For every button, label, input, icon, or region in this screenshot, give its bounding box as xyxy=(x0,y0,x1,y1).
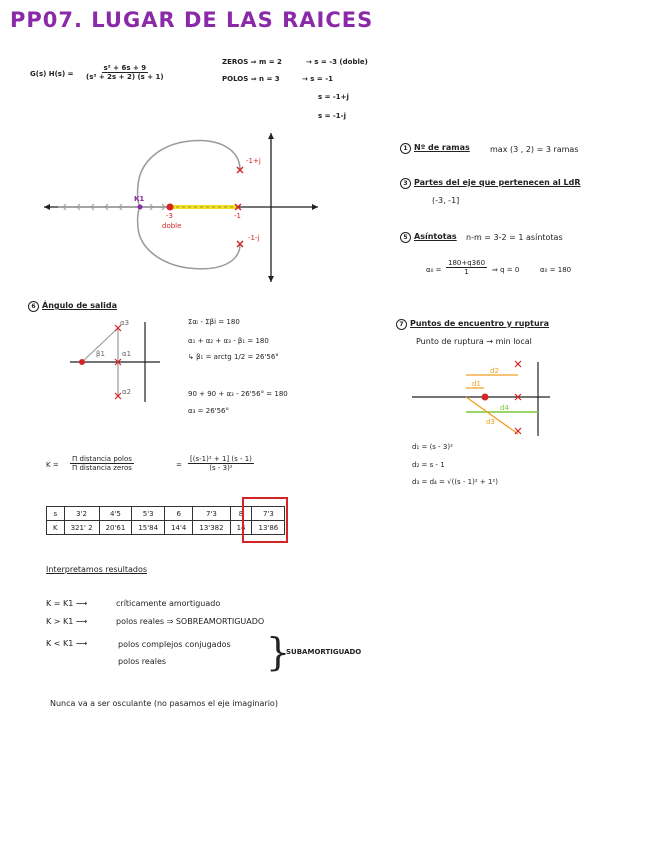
rule-number: 1 xyxy=(400,143,411,154)
rule-title: Asíntotas xyxy=(414,232,457,241)
alpha-label: α₀ = xyxy=(426,266,442,274)
table-cell: 13'382 xyxy=(193,521,230,535)
interpret-l3-a: polos complejos conjugados xyxy=(118,640,231,649)
table-cell: 20'61 xyxy=(99,521,132,535)
rupture-zero-marker xyxy=(482,394,489,401)
k-fraction-right xyxy=(188,455,254,472)
interpret-l3-left: K < K1 ⟶ xyxy=(46,639,88,648)
transfer-num: s² + 6s + 9 xyxy=(103,64,147,72)
highlight-box xyxy=(242,497,288,543)
alpha-fraction xyxy=(446,259,487,276)
interpret-l2-right: polos reales ⇒ SOBREAMORTIGUADO xyxy=(116,617,265,626)
k-frac-den: Π distancia zeros xyxy=(72,464,132,472)
table-cell: 7'3 xyxy=(252,507,285,521)
angle-label-a1: α1 xyxy=(122,350,132,358)
table-cell: 15'84 xyxy=(132,521,165,535)
k1-label: K1 xyxy=(134,195,145,203)
table-header: s xyxy=(47,507,65,521)
rule-number: 5 xyxy=(400,232,411,243)
zero-doble-label: doble xyxy=(162,222,182,230)
rupture-label-d1: d1 xyxy=(472,380,481,388)
rule-number: 6 xyxy=(28,301,39,312)
pole-label: -1 xyxy=(234,212,241,220)
zeros-label: ZEROS ⇒ m = 2 xyxy=(222,58,282,66)
rupture-d3-line xyxy=(466,397,518,434)
angle-eq1: Σαᵢ - Σβi = 180 xyxy=(188,318,240,326)
rupture-eq-d2: d₂ = s - 1 xyxy=(412,461,445,469)
arrow-up-icon xyxy=(268,133,274,139)
angle-section xyxy=(28,301,117,312)
table-cell: 8 xyxy=(230,507,252,521)
rule-number: 3 xyxy=(400,178,411,189)
interpret-l3-b: polos reales xyxy=(118,657,167,666)
table-cell: 3'2 xyxy=(64,507,99,521)
rupture-label-d2: d2 xyxy=(490,367,499,375)
arrow-right-icon xyxy=(312,204,318,210)
angle-label-b1: β1 xyxy=(96,350,105,358)
pole-value: s = -1+j xyxy=(318,93,349,101)
table-cell: 4'5 xyxy=(99,507,132,521)
rule-3-text: (-3, -1] xyxy=(432,196,460,205)
angle-eq5: α₃ = 26'56° xyxy=(188,407,229,415)
pole-value: s = -1-j xyxy=(318,112,346,120)
rule-3 xyxy=(400,178,581,189)
k-frac-num: Π distancia polos xyxy=(72,455,132,463)
zeros-value: → s = -3 (doble) xyxy=(306,58,368,66)
interpret-l2-left: K > K1 ⟶ xyxy=(46,617,88,626)
alpha-frac-den: 1 xyxy=(464,268,469,276)
table-cell: 14 xyxy=(230,521,252,535)
zero-marker xyxy=(167,204,174,211)
brace: } xyxy=(266,630,291,674)
interpret-l1-right: críticamente amortiguado xyxy=(116,599,221,608)
k-fraction xyxy=(70,455,134,472)
rupture-label-d3: d3 xyxy=(486,418,495,426)
rule-title: Partes del eje que pertenecen al LdR xyxy=(414,178,581,187)
table-cell: 13'86 xyxy=(252,521,285,535)
table-header: K xyxy=(47,521,65,535)
angle-eq2: α₁ + α₂ + α₃ - β₁ = 180 xyxy=(188,337,269,345)
pole-value: → s = -1 xyxy=(302,75,333,83)
table-cell: 6 xyxy=(165,507,193,521)
rule-number: 7 xyxy=(396,319,407,330)
angle-label-a2: α2 xyxy=(122,388,132,396)
page-title: PP07. LUGAR DE LAS RAICES xyxy=(10,8,374,32)
arrow-down-icon xyxy=(268,276,274,282)
interpret-l3-result: SUBAMORTIGUADO xyxy=(286,648,362,656)
alpha-q: ⇒ q = 0 xyxy=(492,266,520,274)
table-cell: 7'3 xyxy=(193,507,230,521)
k1-point xyxy=(138,205,143,210)
pole-upper-label: -1+j xyxy=(246,157,261,165)
rupture-eq-d1: d₁ = (s - 3)² xyxy=(412,443,453,451)
pole-lower-label: -1-j xyxy=(248,234,260,242)
arrow-left-icon xyxy=(44,204,50,210)
rule-5 xyxy=(400,232,457,243)
zero-label: -3 xyxy=(166,212,173,220)
angle-eq4: 90 + 90 + α₃ - 26'56° = 180 xyxy=(188,390,288,398)
rupture-subtitle: Punto de ruptura → min local xyxy=(416,337,532,346)
interpret-final: Nunca va a ser osculante (no pasamos el eje imaginario) xyxy=(50,699,278,708)
table-cell: 14'4 xyxy=(165,521,193,535)
rupture-section xyxy=(396,319,549,330)
locus-branch-upper xyxy=(138,141,240,207)
alpha-frac-num: 180+q360 xyxy=(448,259,486,267)
table-cell: 5'3 xyxy=(132,507,165,521)
interpret-title: Interpretamos resultados xyxy=(46,565,148,574)
angle-zero-marker xyxy=(79,359,85,365)
locus-branch-lower xyxy=(138,207,240,269)
transfer-den: (s² + 2s + 2) (s + 1) xyxy=(86,73,164,81)
rule-1 xyxy=(400,143,470,154)
rupture-title: Puntos de encuentro y ruptura xyxy=(410,319,550,328)
k-lhs: K = xyxy=(46,461,59,469)
rule-title: Nº de ramas xyxy=(414,143,470,152)
angle-label-a3: α3 xyxy=(120,319,130,327)
rule-1-text: max (3 , 2) = 3 ramas xyxy=(490,145,579,154)
table-cell: 321' 2 xyxy=(64,521,99,535)
k-eq: = xyxy=(176,461,182,469)
rupture-eq-d3: d₃ = d₄ = √((s - 1)² + 1²) xyxy=(412,478,498,486)
angle-eq3: ↳ β₁ = arctg 1/2 = 26'56° xyxy=(188,353,279,361)
interpret-l1-left: K = K1 ⟶ xyxy=(46,599,88,608)
rupture-label-d4: d4 xyxy=(500,404,509,412)
k-rfrac-num: [(s-1)² + 1] (s - 1) xyxy=(190,455,252,463)
rule-5-text: n-m = 3-2 = 1 asíntotas xyxy=(466,233,563,242)
alpha-result: α₀ = 180 xyxy=(540,266,572,274)
transfer-lhs: G(s) H(s) = xyxy=(30,70,74,78)
poles-label: POLOS ⇒ n = 3 xyxy=(222,75,280,83)
k-rfrac-den: (s - 3)² xyxy=(209,464,233,472)
angle-title: Ángulo de salida xyxy=(42,301,118,310)
